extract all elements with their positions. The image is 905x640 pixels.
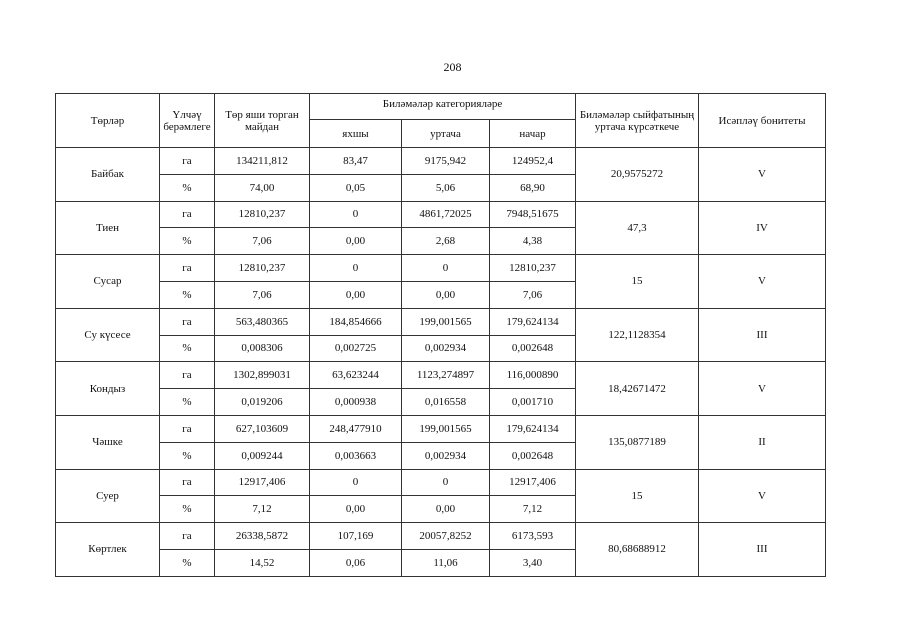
quality-index-cell: 135,0877189	[576, 415, 699, 469]
poor-cell: 7,06	[490, 281, 576, 308]
medium-cell: 199,001565	[402, 308, 490, 335]
good-cell: 0,00	[310, 496, 402, 523]
unit-cell: %	[160, 496, 215, 523]
unit-cell: %	[160, 281, 215, 308]
unit-cell: га	[160, 362, 215, 389]
unit-cell: га	[160, 469, 215, 496]
poor-cell: 3,40	[490, 549, 576, 576]
poor-cell: 179,624134	[490, 415, 576, 442]
medium-cell: 0,002934	[402, 335, 490, 362]
good-cell: 0,002725	[310, 335, 402, 362]
unit-cell: га	[160, 308, 215, 335]
header-unit: Үлчәү берәмлеге	[160, 94, 215, 148]
unit-cell: %	[160, 228, 215, 255]
area-cell: 26338,5872	[215, 523, 310, 550]
area-cell: 7,06	[215, 228, 310, 255]
good-cell: 0	[310, 469, 402, 496]
area-cell: 0,008306	[215, 335, 310, 362]
medium-cell: 20057,8252	[402, 523, 490, 550]
table-row	[56, 201, 826, 228]
unit-cell: га	[160, 255, 215, 282]
area-cell: 14,52	[215, 549, 310, 576]
species-cell: Чәшке	[56, 415, 160, 469]
unit-cell: %	[160, 174, 215, 201]
species-cell: Суер	[56, 469, 160, 523]
table-row	[56, 415, 826, 442]
quality-index-cell: 15	[576, 255, 699, 309]
good-cell: 63,623244	[310, 362, 402, 389]
good-cell: 248,477910	[310, 415, 402, 442]
species-cell: Сусар	[56, 255, 160, 309]
header-quality-index: Биләмәләр сыйфатының уртача күрсәткече	[576, 94, 699, 148]
medium-cell: 4861,72025	[402, 201, 490, 228]
poor-cell: 7948,51675	[490, 201, 576, 228]
medium-cell: 1123,274897	[402, 362, 490, 389]
bonitet-cell: III	[699, 308, 826, 362]
page-number: 208	[443, 60, 462, 74]
good-cell: 0,00	[310, 228, 402, 255]
unit-cell: %	[160, 389, 215, 416]
species-habitat-table	[55, 93, 826, 577]
header-good: яхшы	[310, 120, 402, 148]
good-cell: 0,000938	[310, 389, 402, 416]
area-cell: 1302,899031	[215, 362, 310, 389]
bonitet-cell: V	[699, 148, 826, 202]
area-cell: 134211,812	[215, 148, 310, 175]
good-cell: 0,05	[310, 174, 402, 201]
medium-cell: 0	[402, 469, 490, 496]
unit-cell: га	[160, 523, 215, 550]
bonitet-cell: II	[699, 415, 826, 469]
species-cell: Кондыз	[56, 362, 160, 416]
bonitet-cell: III	[699, 523, 826, 577]
medium-cell: 9175,942	[402, 148, 490, 175]
good-cell: 0	[310, 255, 402, 282]
header-medium: уртача	[402, 120, 490, 148]
table-row	[56, 362, 826, 389]
unit-cell: %	[160, 549, 215, 576]
bonitet-cell: V	[699, 362, 826, 416]
quality-index-cell: 15	[576, 469, 699, 523]
good-cell: 0,06	[310, 549, 402, 576]
header-bonitet: Исәпләү бонитеты	[699, 94, 826, 148]
area-cell: 12810,237	[215, 201, 310, 228]
medium-cell: 199,001565	[402, 415, 490, 442]
poor-cell: 4,38	[490, 228, 576, 255]
medium-cell: 0,00	[402, 281, 490, 308]
medium-cell: 0,016558	[402, 389, 490, 416]
poor-cell: 0,001710	[490, 389, 576, 416]
header-species: Төрләр	[56, 94, 160, 148]
unit-cell: га	[160, 201, 215, 228]
area-cell: 0,009244	[215, 442, 310, 469]
quality-index-cell: 80,68688912	[576, 523, 699, 577]
table-row	[56, 523, 826, 550]
medium-cell: 0,00	[402, 496, 490, 523]
medium-cell: 11,06	[402, 549, 490, 576]
bonitet-cell: V	[699, 469, 826, 523]
species-cell: Байбак	[56, 148, 160, 202]
quality-index-cell: 47,3	[576, 201, 699, 255]
quality-index-cell: 122,1128354	[576, 308, 699, 362]
good-cell: 107,169	[310, 523, 402, 550]
species-cell: Тиен	[56, 201, 160, 255]
poor-cell: 12917,406	[490, 469, 576, 496]
medium-cell: 2,68	[402, 228, 490, 255]
bonitet-cell: V	[699, 255, 826, 309]
table-row	[56, 308, 826, 335]
good-cell: 0	[310, 201, 402, 228]
bonitet-cell: IV	[699, 201, 826, 255]
poor-cell: 0,002648	[490, 335, 576, 362]
poor-cell: 7,12	[490, 496, 576, 523]
unit-cell: га	[160, 148, 215, 175]
unit-cell: %	[160, 335, 215, 362]
species-cell: Су күсесе	[56, 308, 160, 362]
poor-cell: 6173,593	[490, 523, 576, 550]
quality-index-cell: 20,9575272	[576, 148, 699, 202]
header-area: Төр яши торган майдан	[215, 94, 310, 148]
poor-cell: 116,000890	[490, 362, 576, 389]
area-cell: 7,12	[215, 496, 310, 523]
header-categories: Биләмәләр категорияләре	[310, 94, 576, 120]
poor-cell: 124952,4	[490, 148, 576, 175]
medium-cell: 0,002934	[402, 442, 490, 469]
table-row	[56, 255, 826, 282]
medium-cell: 5,06	[402, 174, 490, 201]
area-cell: 0,019206	[215, 389, 310, 416]
area-cell: 12810,237	[215, 255, 310, 282]
quality-index-cell: 18,42671472	[576, 362, 699, 416]
good-cell: 83,47	[310, 148, 402, 175]
unit-cell: га	[160, 415, 215, 442]
header-poor: начар	[490, 120, 576, 148]
species-cell: Көртлек	[56, 523, 160, 577]
area-cell: 627,103609	[215, 415, 310, 442]
good-cell: 0,003663	[310, 442, 402, 469]
medium-cell: 0	[402, 255, 490, 282]
area-cell: 563,480365	[215, 308, 310, 335]
poor-cell: 179,624134	[490, 308, 576, 335]
poor-cell: 0,002648	[490, 442, 576, 469]
poor-cell: 12810,237	[490, 255, 576, 282]
poor-cell: 68,90	[490, 174, 576, 201]
area-cell: 74,00	[215, 174, 310, 201]
table-body	[56, 148, 826, 577]
good-cell: 0,00	[310, 281, 402, 308]
unit-cell: %	[160, 442, 215, 469]
table-row	[56, 148, 826, 175]
area-cell: 12917,406	[215, 469, 310, 496]
area-cell: 7,06	[215, 281, 310, 308]
table-row	[56, 469, 826, 496]
good-cell: 184,854666	[310, 308, 402, 335]
